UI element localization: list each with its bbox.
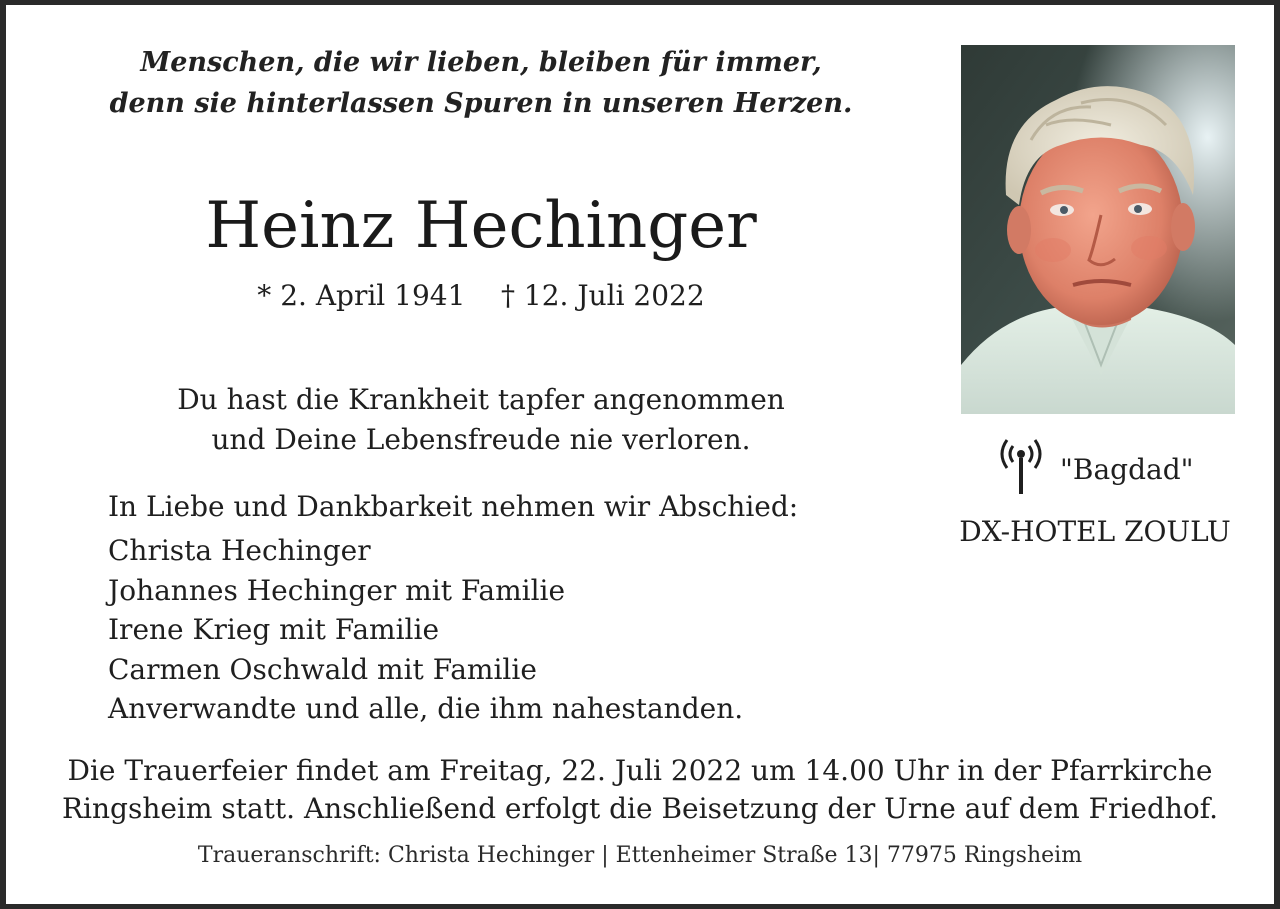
deceased-name: Heinz Hechinger (205, 189, 757, 263)
motto-line-1: Menschen, die wir lieben, bleiben für immer, (140, 47, 822, 78)
birth-date: * 2. April 1941 (257, 279, 466, 312)
ceremony-line-2: Ringsheim statt. Anschließend erfolgt die Beisetzung der Urne auf dem Friedhof. (61, 792, 1219, 825)
mourning-address: Traueranschrift: Christa Hechinger | Ettenheimer Straße 13| 77975 Ringsheim (197, 843, 1083, 868)
dx-hotel-name: DX-HOTEL ZOULU (959, 515, 1231, 548)
radio-callsign: "Bagdad" (1060, 453, 1194, 486)
mourner-item: Anverwandte und alle, die ihm nahestanden. (108, 692, 744, 726)
portrait-photo (961, 45, 1235, 414)
farewell-text: In Liebe und Dankbarkeit nehmen wir Abschied: (108, 490, 799, 523)
mourner-item: Carmen Oschwald mit Familie (108, 652, 537, 686)
ceremony-notice (20, 752, 1260, 828)
death-date: † 12. Juli 2022 (501, 279, 705, 312)
motto-line-2: denn sie hinterlassen Spuren in unseren Herzen. (109, 88, 853, 119)
poem-line-1: Du hast die Krankheit tapfer angenommen (177, 383, 785, 416)
motto (60, 42, 902, 124)
life-dates (60, 276, 902, 316)
mourner-item: Johannes Hechinger mit Familie (108, 573, 566, 607)
poem-line-2: und Deine Lebensfreude nie verloren. (211, 423, 751, 456)
ceremony-line-1: Die Trauerfeier findet am Freitag, 22. Juli 2022 um 14.00 Uhr in der Pfarrkirche (67, 754, 1213, 787)
radio-antenna-icon (999, 438, 1043, 500)
portrait-illustration (961, 45, 1235, 414)
poem (60, 380, 902, 460)
mourner-list (108, 531, 743, 729)
mourner-item: Irene Krieg mit Familie (108, 613, 440, 647)
mourner-item: Christa Hechinger (108, 534, 371, 567)
